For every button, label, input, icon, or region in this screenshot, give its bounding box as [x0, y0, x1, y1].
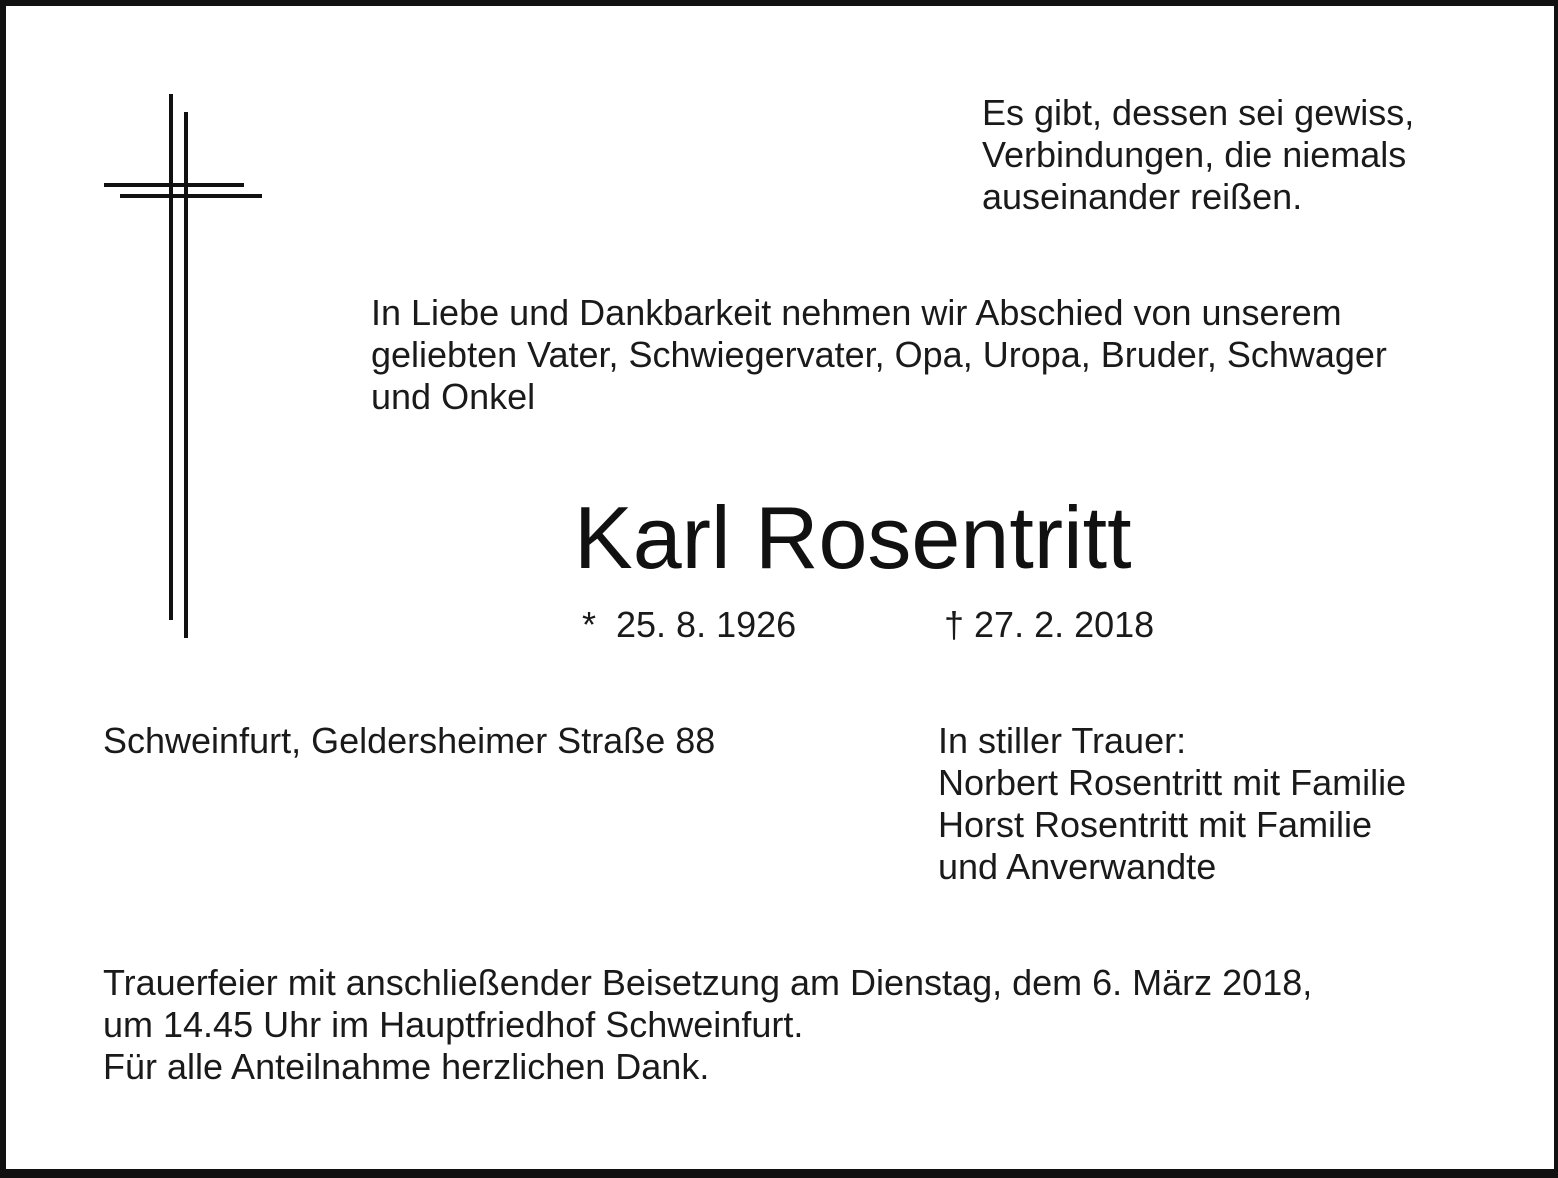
- death-date: † 27. 2. 2018: [944, 604, 1155, 645]
- intro-line: und Onkel: [371, 376, 536, 417]
- funeral-line: Trauerfeier mit anschließender Beisetzung am Dienstag, dem 6. März 2018,: [103, 962, 1313, 1003]
- cross-icon: [100, 92, 266, 642]
- funeral-line: um 14.45 Uhr im Hauptfriedhof Schweinfurt.: [103, 1004, 804, 1045]
- quote-line: auseinander reißen.: [982, 176, 1303, 217]
- mourners-line: Norbert Rosentritt mit Familie: [938, 762, 1407, 803]
- birth-date: * 25. 8. 1926: [582, 604, 797, 645]
- funeral-info: [103, 962, 1312, 1088]
- quote-line: Verbindungen, die niemals: [982, 134, 1407, 175]
- mourners-line: und Anverwandte: [938, 846, 1217, 887]
- mourners-list: [938, 720, 1406, 888]
- address: Schweinfurt, Geldersheimer Straße 88: [103, 720, 716, 761]
- funeral-line: Für alle Anteilnahme herzlichen Dank.: [103, 1046, 710, 1087]
- deceased-name: Karl Rosentritt: [574, 488, 1132, 587]
- intro-line: geliebten Vater, Schwiegervater, Opa, Uropa, Bruder, Schwager: [371, 334, 1387, 375]
- intro-text: [371, 292, 1387, 418]
- quote-verse: [982, 92, 1414, 218]
- quote-line: Es gibt, dessen sei gewiss,: [982, 92, 1415, 133]
- mourners-line: Horst Rosentritt mit Familie: [938, 804, 1373, 845]
- mourners-line: In stiller Trauer:: [938, 720, 1187, 761]
- intro-line: In Liebe und Dankbarkeit nehmen wir Abschied von unserem: [371, 292, 1342, 333]
